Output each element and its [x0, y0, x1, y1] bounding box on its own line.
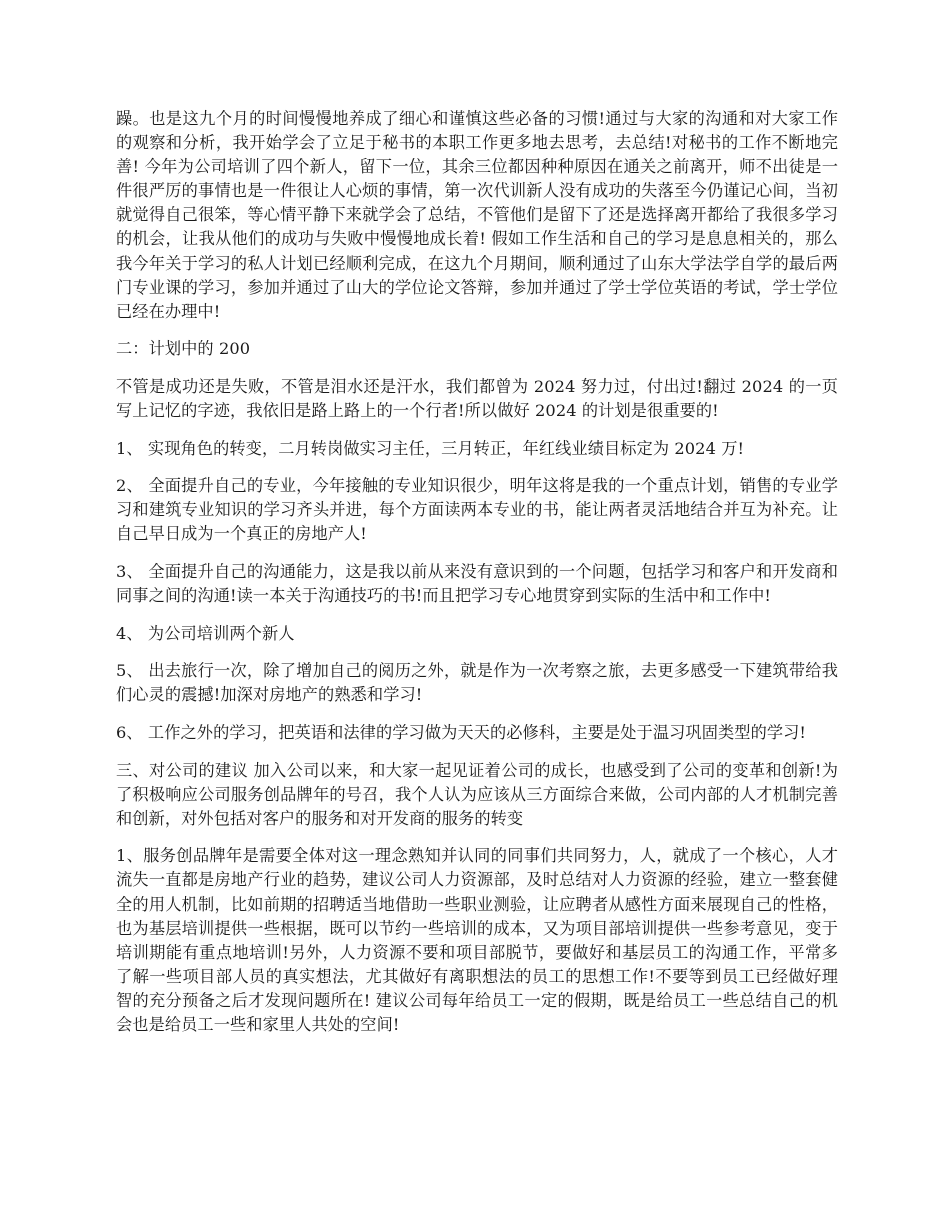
- plan-item-4: 4、 为公司培训两个新人: [116, 623, 295, 643]
- suggestion-item-1: 1、服务创品牌年是需要全体对这一理念熟知并认同的同事们共同努力，人，就成了一个核心，人才流失一直都是房地产行业的趋势，建议公司人力资源部，及时总结对人力资源的经验，建立一整套健全的用人机制，比如前期的招聘适当地借助一些职业测验，让应聘者从感性方面来展现自己的性格，也为基层培训提供一些根据，既可以节约一些培训的成本，又为项目部培训提供一些参考意见，变于培训期能有重点地培训!另外，人力资源不要和项目部脱节，要做好和基层员工的沟通工作，平常多了解一些项目部人员的真实想法，尤其做好有离职想法的员工的思想工作!不要等到员工已经做好理智的充分预备之后才发现问题所在! 建议公司每年给员工一定的假期，既是给员工一些总结自己的机会也是给员工一些和家里人共处的空间!: [116, 846, 838, 1034]
- plan-item-3: 3、 全面提升自己的沟通能力，这是我以前从来没有意识到的一个问题，包括学习和客户和开发商和同事之间的沟通!读一本关于沟通技巧的书!而且把学习专心地贯穿到实际的生活中和工作中!: [116, 562, 838, 606]
- paragraph-secretary-summary: 躁。也是这九个月的时间慢慢地养成了细心和谨慎这些必备的习惯!通过与大家的沟通和对大家工作的观察和分析，我开始学会了立足于秘书的本职工作更多地去思考，去总结!对秘书的工作不断地完善! 今年为公司培训了四个新人，留下一位，其余三位都因种种原因在通关之前离开，师不出徒是一件很严厉的事情也是一件很让人心烦的事情，第一次代训新人没有成功的失落至今仍谨记心间，当初就觉得自己很笨，等心情平静下来就学会了总结，不管他们是留下了还是选择离开都给了我很多学习的机会，让我从他们的成功与失败中慢慢地成长着! 假如工作生活和自己的学习是息息相关的，那么我今年关于学习的私人计划已经顺利完成，在这九个月期间，顺利通过了山东大学法学自学的最后两门专业课的学习，参加并通过了山大的学位论文答辩，参加并通过了学士学位英语的考试，学士学位已经在办理中!: [116, 109, 838, 321]
- plan-item-1: 1、 实现角色的转变，二月转岗做实习主任，三月转正，年红线业绩目标定为 2024 万!: [116, 438, 745, 458]
- plan-item-2: 2、 全面提升自己的专业，今年接触的专业知识很少，明年这将是我的一个重点计划，销售的专业学习和建筑专业知识的学习齐头并进，每个方面读两本专业的书，能让两者灵活地结合并互为补充。让自己早日成为一个真正的房地产人!: [116, 476, 838, 544]
- plan-item-6: 6、 工作之外的学习，把英语和法律的学习做为天天的必修科，主要是处于温习巩固类型的学习!: [116, 722, 807, 742]
- section-heading-suggestions: 三、对公司的建议 加入公司以来，和大家一起见证着公司的成长，也感受到了公司的变革和创新!为了积极响应公司服务创品牌年的号召，我个人认为应该从三方面综合来做，公司内部的人才机制完善和创新，对外包括对客户的服务和对开发商的服务的转变: [116, 760, 838, 828]
- document-page: [116, 107, 838, 1051]
- paragraph-plan-intro: 不管是成功还是失败，不管是泪水还是汗水，我们都曾为 2024 努力过，付出过!翻过 2024 的一页写上记忆的字迹，我依旧是路上路上的一个行者!所以做好 2024 的计划是很重要的!: [116, 376, 838, 421]
- plan-item-5: 5、 出去旅行一次，除了增加自己的阅历之外，就是作为一次考察之旅，去更多感受一下建筑带给我们心灵的震撼!加深对房地产的熟悉和学习!: [116, 661, 838, 705]
- section-heading-plan: 二：计划中的 200: [116, 339, 251, 359]
